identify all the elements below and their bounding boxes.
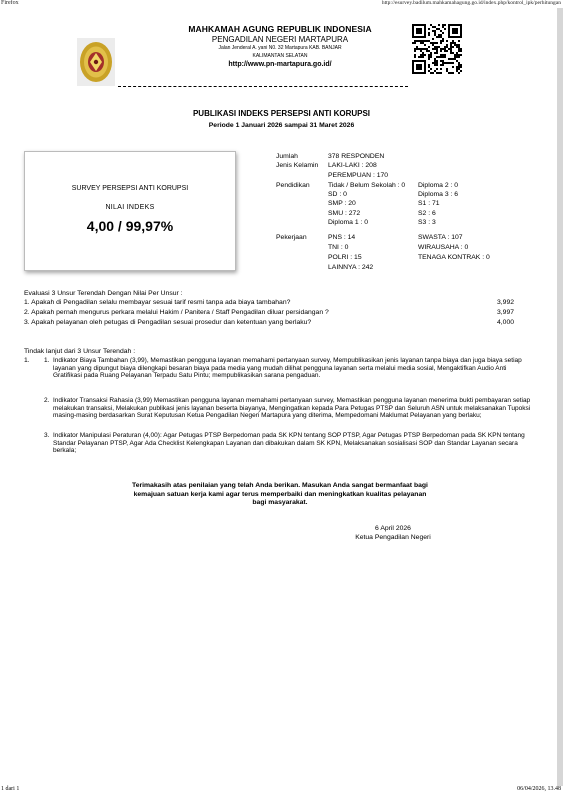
occupation-right-item: WIRAUSAHA : 0 xyxy=(418,244,469,251)
education-left-item: Diploma 1 : 0 xyxy=(328,219,369,226)
evaluation-score: 3,992 xyxy=(497,299,515,306)
occupation-left-item: POLRI : 15 xyxy=(328,254,362,261)
occupation-left-item: LAINNYA : 242 xyxy=(328,264,374,271)
header-divider xyxy=(118,86,408,87)
education-right-item: Diploma 3 : 6 xyxy=(418,191,459,198)
evaluation-heading: Evaluasi 3 Unsur Terendah Dengan Nilai Per Unsur : xyxy=(24,290,183,297)
education-left-item: Tidak / Belum Sekolah : 0 xyxy=(328,182,406,189)
index-label: NILAI INDEKS xyxy=(105,204,155,211)
education-left-item: SD : 0 xyxy=(328,191,347,198)
signature-position: Ketua Pengadilan Negeri xyxy=(355,534,431,541)
page-counter: 1 dari 1 xyxy=(1,786,20,792)
signature-date: 6 April 2026 xyxy=(375,525,411,532)
education-left-item: SMU : 272 xyxy=(328,210,361,217)
evaluation-question: 1. Apakah di Pengadilan selalu membayar sesuai tarif resmi tanpa ada biaya tambahan? xyxy=(24,299,291,306)
occupation-right-item: TENAGA KONTRAK : 0 xyxy=(418,254,490,261)
period-subtitle: Periode 1 Januari 2026 sampai 31 Maret 2026 xyxy=(208,122,355,129)
evaluation-row xyxy=(24,309,521,316)
followup-outer-number: 1. xyxy=(24,357,30,364)
followup-heading: Tindak lanjut dari 3 Unsur Terendah : xyxy=(24,348,136,355)
evaluation-row xyxy=(24,299,521,306)
print-datetime: 06/04/2026, 13.48 xyxy=(517,786,561,792)
gender-label: Jenis Kelamin xyxy=(276,162,319,169)
followup-item-text: Indikator Biaya Tambahan (3,99), Memastikan pengguna layanan memahami pertanyaan survey, Mempublikasikan jenis layanan tanpa biaya dan juga biaya setiap layanan yang dipungut biaya dilengkapi besaran biaya pada media yang mudah dilihat pengguna layanan serta melalui media sosial, Mengaktifkan Audio Anti Gratifikasi pada Ruang Pelayanan Terpadu Satu Pintu; mempublikasikan sarana pengaduan. xyxy=(53,357,522,380)
education-right-item: S1 : 71 xyxy=(418,200,440,207)
page-title: PUBLIKASI INDEKS PERSEPSI ANTI KORUPSI xyxy=(192,109,371,118)
index-summary-card xyxy=(24,151,236,271)
address-line-1: Jalan Jenderal A. yani N0. 32 Martapura KAB. BANJAR xyxy=(218,45,342,51)
followup-item-text: Indikator Manipulasi Peraturan (4,00): Agar Petugas PTSP Berpedoman pada SK KPN tentang SOP PTSP, Agar Petugas PTSP Berpedoman pada SK KPN tentang Standar Pelayanan PTSP, Agar Ada Checklist Kelengkapan Layanan dan dibakukan dalam SK KPN, Melaksanakan sosialisasi SOP dan Standar Layanan secara berkala; xyxy=(53,432,525,455)
education-right-item: S2 : 6 xyxy=(418,210,436,217)
court-name: MAHKAMAH AGUNG REPUBLIK INDONESIA xyxy=(188,24,372,34)
education-right-item: Diploma 2 : 0 xyxy=(418,182,459,189)
survey-label: SURVEY PERSEPSI ANTI KORUPSI xyxy=(71,185,189,192)
occupation-right-item: SWASTA : 107 xyxy=(418,234,463,241)
followup-item-text: Indikator Transaksi Rahasia (3,99) Memastikan pengguna layanan memahami pertanyaan survey, Memastikan pengguna layanan menerima bukti pembayaran setiap melakukan transaksi, Melakukan publikasi jenis layanan beserta biayanya, Mengingatkan kepada Para Petugas PTSP dan Seluruh ASN untuk melaksanakan Tupoksi masing-masing berdasarkan Surat Keputusan Ketua Pengadilan Negeri Martapura yang diterima, Mempedomani Maklumat Pelayanan yang berlaku; xyxy=(53,397,531,420)
followup-item-number: 3. xyxy=(44,432,50,439)
evaluation-row xyxy=(24,319,521,326)
followup-item-number: 1. xyxy=(44,357,50,364)
court-emblem-icon xyxy=(77,38,115,86)
evaluation-score: 4,000 xyxy=(497,319,515,326)
sub-court-name: PENGADILAN NEGERI MARTAPURA xyxy=(211,35,349,44)
gender-male: LAKI-LAKI : 208 xyxy=(328,162,377,169)
education-label: Pendidikan xyxy=(276,182,310,189)
occupation-left-item: PNS : 14 xyxy=(328,234,356,241)
occupation-left-item: TNI : 0 xyxy=(328,244,349,251)
website-link[interactable]: http://www.pn-martapura.go.id/ xyxy=(228,61,332,68)
evaluation-score: 3,997 xyxy=(497,309,515,316)
browser-url: http://esurvey.badilum.mahkamahagung.go.id/index.php/kontrol_ipk/perhitungan xyxy=(381,0,561,6)
education-right-item: S3 : 3 xyxy=(418,219,436,226)
address-line-2: KALIMANTAN SELATAN xyxy=(252,53,308,59)
index-value: 4,00 / 99,97% xyxy=(86,218,174,234)
jumlah-value: 378 RESPONDEN xyxy=(328,153,385,160)
browser-title: Firefox xyxy=(1,0,19,6)
evaluation-question: 3. Apakah pelayanan oleh petugas di Pengadilan sesuai prosedur dan ketentuan yang berlaku? xyxy=(24,319,312,326)
followup-item-number: 2. xyxy=(44,397,50,404)
letterhead xyxy=(150,24,410,68)
education-left-item: SMP : 20 xyxy=(328,200,356,207)
closing-message: Terimakasih atas penilaian yang telah Anda berikan. Masukan Anda sangat bermanfaat bagi kemajuan satuan kerja kami agar terus memperbaiki dan meningkatkan kualitas pelayanan bagi masyarakat. xyxy=(132,482,428,506)
jumlah-label: Jumlah xyxy=(276,153,298,160)
gender-female: PEREMPUAN : 170 xyxy=(328,172,389,179)
evaluation-question: 2. Apakah pernah mengurus perkara melalui Hakim / Panitera / Staff Pengadilan diluar persidangan ? xyxy=(24,309,329,316)
occupation-label: Pekerjaan xyxy=(276,234,307,241)
qr-code-icon xyxy=(412,24,462,74)
